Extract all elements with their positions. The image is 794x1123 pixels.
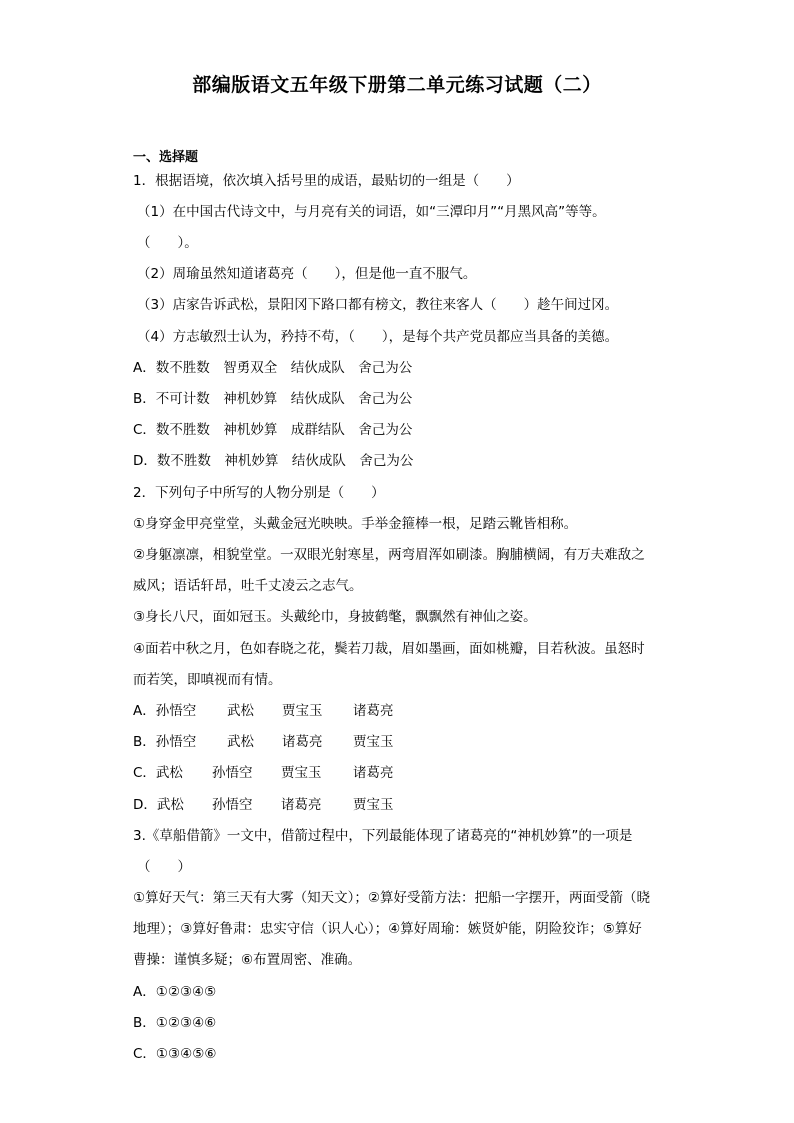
option-d-name-1: D．武松 xyxy=(133,797,184,813)
question-1-stem: 1．根据语境，依次填入括号里的成语，最贴切的一组是（ ） xyxy=(133,173,520,189)
option-b-name-3: 诸葛亮 xyxy=(282,734,323,750)
option-b-name-1: B．孙悟空 xyxy=(133,734,197,750)
page-title: 部编版语文五年级下册第二单元练习试题（二） xyxy=(192,74,602,96)
question-3-para-1: ①算好天气：第三天有大雾（知天文）；②算好受箭方法：把船一字摆开，两面受箭（晓 xyxy=(133,890,650,906)
option-a-name-4: 诸葛亮 xyxy=(353,703,394,719)
question-2-sentence-4: ④面若中秋之月，色如春晓之花，鬓若刀裁，眉如墨画，面如桃瓣，目若秋波。虽怒时 xyxy=(133,641,645,657)
option-b-name-4: 贾宝玉 xyxy=(353,734,394,750)
question-1-sub-1: （1）在中国古代诗文中，与月亮有关的词语，如“三潭印月”“月黑风高”等等。 xyxy=(137,204,606,220)
option-a-name-2: 武松 xyxy=(227,703,254,719)
question-1-option-b: B．不可计数 神机妙算 结伙成队 舍己为公 xyxy=(133,391,413,407)
question-1-option-d: D．数不胜数 神机妙算 结伙成队 舍己为公 xyxy=(133,453,414,469)
question-2-option-b xyxy=(133,733,394,751)
section-heading: 一、选择题 xyxy=(133,150,199,165)
question-2-stem: 2．下列句子中所写的人物分别是（ ） xyxy=(133,485,385,501)
question-1-option-c: C．数不胜数 神机妙算 成群结队 舍己为公 xyxy=(133,422,413,438)
question-2-sentence-3: ③身长八尺，面如冠玉。头戴纶巾，身披鹤氅，飘飘然有神仙之姿。 xyxy=(133,609,537,625)
option-d-name-3: 诸葛亮 xyxy=(281,797,322,813)
question-2-sentence-2-cont: 威风；语话轩昂，吐千丈凌云之志气。 xyxy=(133,578,363,594)
option-c-name-4: 诸葛亮 xyxy=(353,765,394,781)
option-a-name-1: A．孙悟空 xyxy=(133,703,197,719)
question-2-sentence-4-cont: 而若笑，即嗔视而有情。 xyxy=(133,672,282,688)
question-2-option-d xyxy=(133,796,394,814)
question-1-sub-3: （3）店家告诉武松，景阳冈下路口都有榜文，教往来客人（ ）趁午间过冈。 xyxy=(137,297,619,313)
option-d-name-2: 孙悟空 xyxy=(212,797,253,813)
question-3-option-b: B．①②③④⑥ xyxy=(133,1015,217,1031)
option-c-name-3: 贾宝玉 xyxy=(281,765,322,781)
question-1-sub-1-blank: （ ）。 xyxy=(137,235,198,251)
question-3-paren: （ ） xyxy=(137,859,191,875)
question-3-option-a: A．①②③④⑤ xyxy=(133,984,217,1000)
question-3-para-2: 地理）；③算好鲁肃：忠实守信（识人心）；④算好周瑜：嫉贤妒能，阴险狡诈；⑤算好 xyxy=(133,921,642,937)
question-1-option-a: A．数不胜数 智勇双全 结伙成队 舍己为公 xyxy=(133,360,413,376)
question-3-stem: 3.《草船借箭》一文中，借箭过程中，下列最能体现了诸葛亮的“神机妙算”的一项是 xyxy=(133,828,633,844)
question-2-sentence-2: ②身躯凛凛，相貌堂堂。一双眼光射寒星，两弯眉浑如刷漆。胸脯横阔，有万夫难敌之 xyxy=(133,547,645,563)
option-a-name-3: 贾宝玉 xyxy=(282,703,323,719)
question-2-option-c xyxy=(133,764,394,782)
option-c-name-1: C．武松 xyxy=(133,765,183,781)
question-1-sub-4: （4）方志敏烈士认为，矜持不苟，（ ），是每个共产党员都应当具备的美德。 xyxy=(137,329,619,345)
question-3-para-3: 曹操：谨慎多疑；⑥布置周密、准确。 xyxy=(133,952,362,968)
question-2-sentence-1: ①身穿金甲亮堂堂，头戴金冠光映映。手举金箍棒一根，足踏云靴皆相称。 xyxy=(133,516,578,532)
option-b-name-2: 武松 xyxy=(227,734,254,750)
question-2-option-a xyxy=(133,702,394,720)
question-1-sub-2: （2）周瑜虽然知道诸葛亮（ ），但是他一直不服气。 xyxy=(137,266,477,282)
question-3-option-c: C．①③④⑤⑥ xyxy=(133,1046,217,1062)
option-d-name-4: 贾宝玉 xyxy=(353,797,394,813)
option-c-name-2: 孙悟空 xyxy=(212,765,253,781)
